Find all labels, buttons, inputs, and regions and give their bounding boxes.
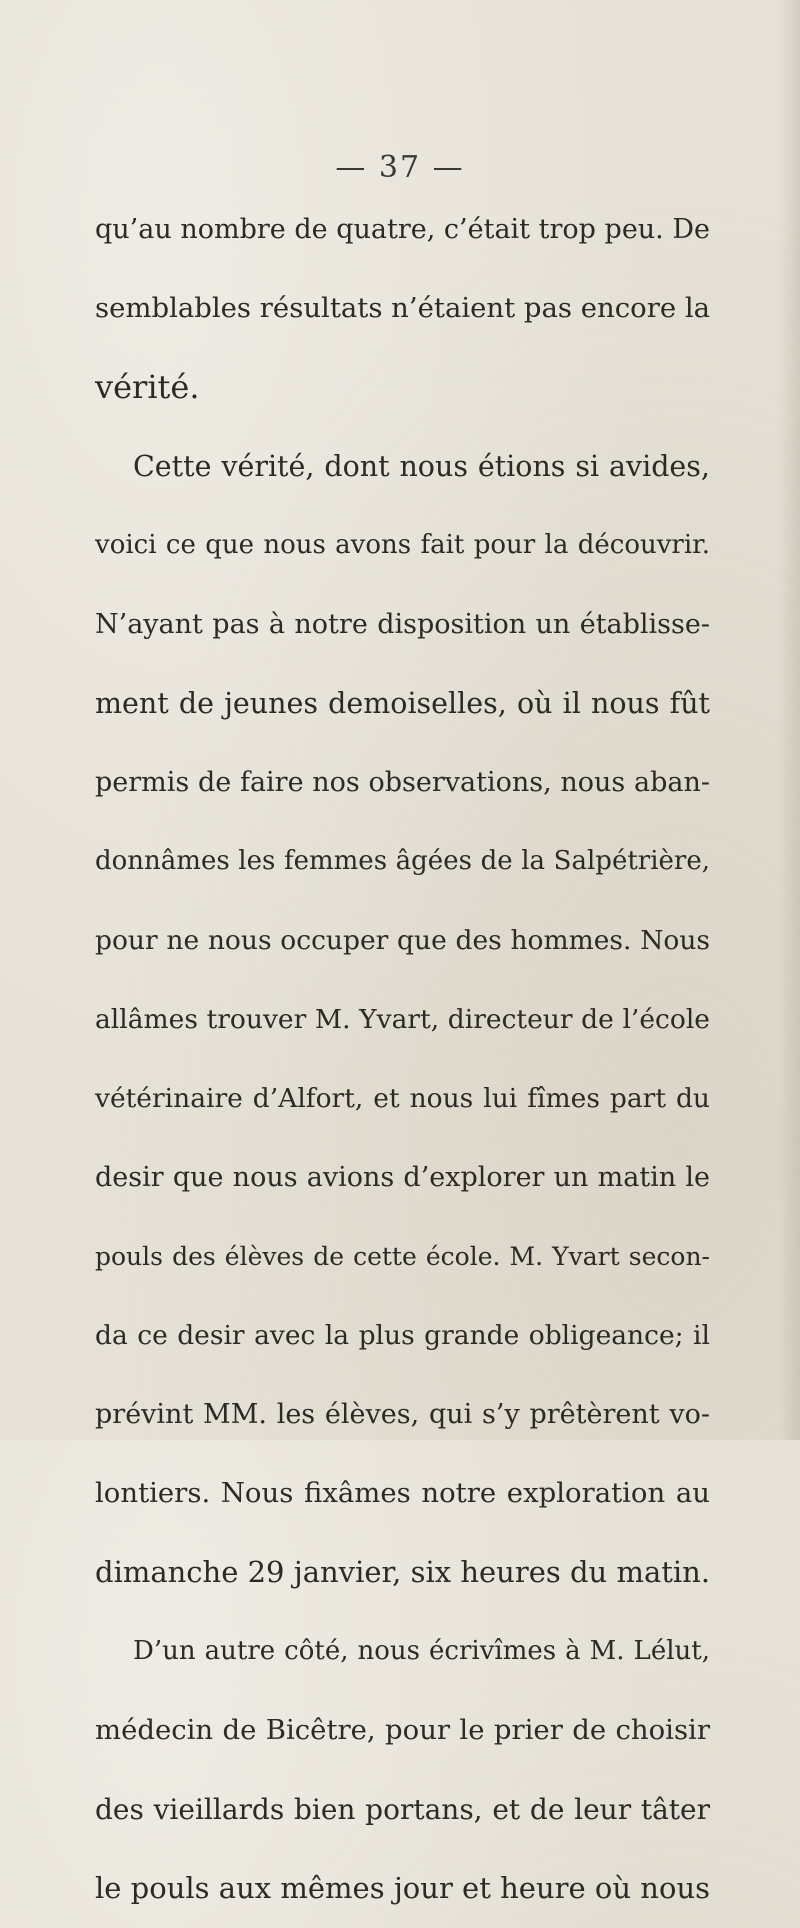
page-edge-shadow [778, 0, 800, 1440]
text-line: semblables résultats n’étaient pas encore la [95, 292, 711, 324]
text-line: D’un autre côté, nous écrivîmes à M. Lélut, [133, 1636, 710, 1666]
text-line: vétérinaire d’Alfort, et nous lui fîmes part du [95, 1083, 710, 1114]
text-line: dimanche 29 janvier, six heures du matin. [95, 1555, 711, 1589]
body-text [95, 190, 710, 1928]
text-line: desir que nous avions d’explorer un matin le [95, 1162, 710, 1193]
text-line: da ce desir avec la plus grande obligeance; il [95, 1320, 710, 1351]
text-line: donnâmes les femmes âgées de la Salpétrière, [95, 846, 710, 876]
text-line: qu’au nombre de quatre, c’était trop peu. De [95, 214, 710, 245]
text-line: le pouls aux mêmes jour et heure où nous [95, 1871, 710, 1905]
text-line: voici ce que nous avons fait pour la découvrir. [95, 530, 710, 560]
text-line: vérité. [95, 368, 200, 406]
page-number: — 37 — [335, 150, 465, 185]
text-line: médecin de Bicêtre, pour le prier de choisir [95, 1714, 710, 1746]
text-line: N’ayant pas à notre disposition un établisse- [95, 609, 710, 640]
text-line: pouls des élèves de cette école. M. Yvart secon- [95, 1242, 710, 1271]
text-line: permis de faire nos observations, nous aban- [95, 767, 710, 798]
text-line: lontiers. Nous fixâmes notre exploration au [95, 1477, 710, 1509]
text-line: Cette vérité, dont nous étions si avides, [133, 450, 710, 483]
text-line: prévint MM. les élèves, qui s’y prêtèrent vo- [95, 1399, 710, 1430]
text-line: des vieillards bien portans, et de leur tâter [95, 1793, 710, 1826]
text-line: allâmes trouver M. Yvart, directeur de l’école [95, 1004, 710, 1035]
text-line: ment de jeunes demoiselles, où il nous fût [95, 687, 710, 720]
text-line: pour ne nous occuper que des hommes. Nous [95, 925, 710, 956]
